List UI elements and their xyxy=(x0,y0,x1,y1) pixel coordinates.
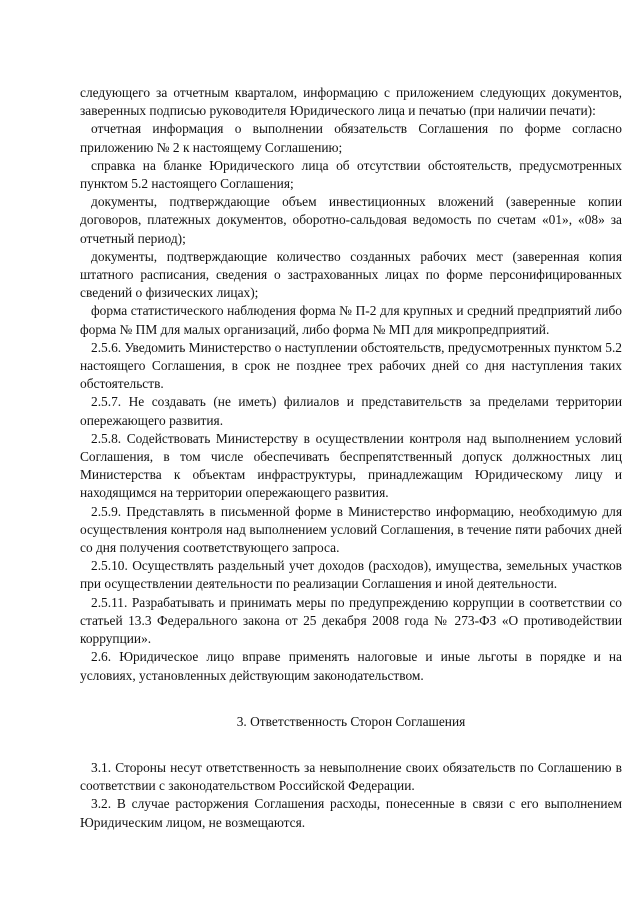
document-page xyxy=(80,84,622,832)
paragraph-certificate: справка на бланке Юридического лица об отсутствии обстоятельств, предусмотренных пунктом 5.2 настоящего Соглашения; xyxy=(80,157,622,192)
clause-3-1: 3.1. Стороны несут ответственность за невыполнение своих обязательств по Соглашению в соответствии с законодательством Российской Федерации. xyxy=(80,759,622,794)
paragraph-reporting-intro: следующего за отчетным кварталом, информацию с приложением следующих документов, заверенных подписью руководителя Юридического лица и печатью (при наличии печати): xyxy=(80,85,622,119)
paragraph-report-form: отчетная информация о выполнении обязательств Соглашения по форме согласно приложению № 2 к настоящему Соглашению; xyxy=(80,121,622,155)
clause-2-6: 2.6. Юридическое лицо вправе применять налоговые и иные льготы в порядке и на условиях, установленных действующим законодательством. xyxy=(80,649,622,683)
clause-2-5-6: 2.5.6. Уведомить Министерство о наступлении обстоятельств, предусмотренных пунктом 5.2 настоящего Соглашения, в срок не позднее трех рабочих дней со дня наступления таких обстоятельств. xyxy=(80,339,622,392)
clause-2-5-9: 2.5.9. Представлять в письменной форме в Министерство информацию, необходимую для осуществления контроля над выполнением условий Соглашения, в течение пяти рабочих дней со дня получения соответствующего запроса. xyxy=(80,503,622,556)
clause-2-5-11: 2.5.11. Разрабатывать и принимать меры по предупреждению коррупции в соответствии со статьей 13.3 Федерального закона от 25 декабря 2008 года № 273-ФЗ «О противодействии коррупции». xyxy=(80,594,622,647)
clause-2-5-8: 2.5.8. Содействовать Министерству в осуществлении контроля над выполнением условий Соглашения, в том числе обеспечивать беспрепятственный допуск должностных лиц Министерства к объектам инфраструктуры, принадлежащим Юридическому лицу и находящимся на территории опережающего развития. xyxy=(80,430,622,501)
paragraph-investment-docs: документы, подтверждающие объем инвестиционных вложений (заверенные копии договоров, платежных документов, оборотно-сальдовая ведомость по счетам «01», «08» за отчетный период); xyxy=(80,194,622,246)
clause-3-2: 3.2. В случае расторжения Соглашения расходы, понесенные в связи с его выполнением Юридическим лицом, не возмещаются. xyxy=(80,796,622,830)
clause-2-5-10: 2.5.10. Осуществлять раздельный учет доходов (расходов), имущества, земельных участков при осуществлении деятельности по реализации Соглашения и иной деятельности. xyxy=(80,558,622,592)
paragraph-jobs-docs: документы, подтверждающие количество созданных рабочих мест (заверенная копия штатного расписания, сведения о застрахованных лицах по форме персонифицированных сведений о физических лицах); xyxy=(80,248,622,301)
clause-2-5-7: 2.5.7. Не создавать (не иметь) филиалов и представительств за пределами территории опережающего развития. xyxy=(80,394,622,428)
section-heading: 3. Ответственность Сторон Соглашения xyxy=(236,713,466,729)
paragraph-statistical-form: форма статистического наблюдения форма № П-2 для крупных и средний предприятий либо форма № ПМ для малых организаций, либо форма № МП для микропредприятий. xyxy=(80,303,622,337)
